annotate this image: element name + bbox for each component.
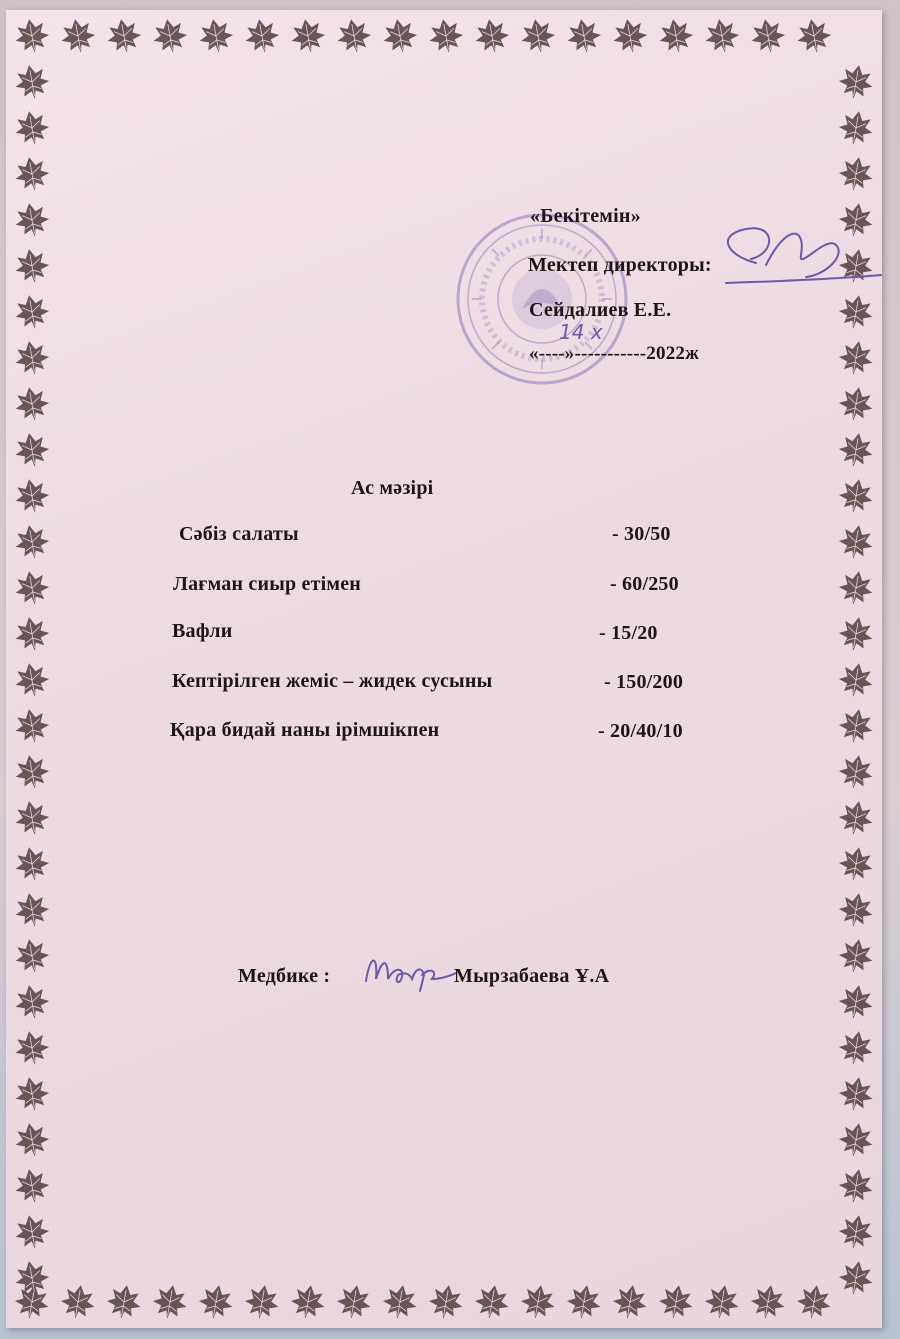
leaf-ornament xyxy=(836,844,875,883)
leaf-ornament xyxy=(196,1282,235,1321)
leaf-ornament xyxy=(12,706,51,745)
leaf-ornament xyxy=(836,476,875,515)
leaf-ornament xyxy=(836,614,875,653)
leaf-ornament xyxy=(836,108,875,147)
leaf-ornament xyxy=(836,1074,875,1113)
document-sheet xyxy=(6,10,882,1328)
leaf-ornament xyxy=(12,982,51,1021)
leaf-ornament xyxy=(104,1282,143,1321)
leaf-ornament xyxy=(836,292,875,331)
leaf-ornament xyxy=(836,154,875,193)
leaf-ornament xyxy=(836,568,875,607)
nurse-signature xyxy=(358,945,458,995)
leaf-ornament xyxy=(836,1120,875,1159)
director-name: Сейдалиев Е.Е. xyxy=(529,299,672,321)
leaf-ornament xyxy=(518,16,557,55)
menu-item-name: Кептірілген жеміс – жидек сусыны xyxy=(172,670,493,692)
leaf-ornament xyxy=(836,1166,875,1205)
leaf-ornament xyxy=(836,62,875,101)
leaf-ornament xyxy=(150,16,189,55)
leaf-ornament xyxy=(836,982,875,1021)
leaf-ornament xyxy=(836,752,875,791)
leaf-ornament xyxy=(12,660,51,699)
menu-item-name: Сәбіз салаты xyxy=(179,523,299,545)
leaf-ornament xyxy=(836,890,875,929)
leaf-ornament xyxy=(610,16,649,55)
leaf-ornament xyxy=(12,246,51,285)
leaf-ornament xyxy=(242,16,281,55)
leaf-ornament xyxy=(150,1282,189,1321)
menu-item-name: Қара бидай наны ірімшікпен xyxy=(170,719,440,741)
leaf-ornament xyxy=(12,16,51,55)
leaf-ornament xyxy=(196,16,235,55)
leaf-ornament xyxy=(518,1282,557,1321)
leaf-ornament xyxy=(12,292,51,331)
leaf-ornament xyxy=(12,1120,51,1159)
leaf-ornament xyxy=(564,16,603,55)
leaf-ornament xyxy=(472,16,511,55)
menu-item-portion: - 30/50 xyxy=(612,523,671,545)
leaf-ornament xyxy=(836,1258,875,1297)
leaf-ornament xyxy=(334,1282,373,1321)
leaf-ornament xyxy=(58,16,97,55)
leaf-ornament xyxy=(836,522,875,561)
leaf-ornament xyxy=(12,1282,51,1321)
leaf-ornament xyxy=(836,384,875,423)
leaf-ornament xyxy=(472,1282,511,1321)
leaf-ornament xyxy=(380,16,419,55)
leaf-ornament xyxy=(836,660,875,699)
menu-item-portion: - 150/200 xyxy=(604,671,684,693)
leaf-ornament xyxy=(58,1282,97,1321)
leaf-ornament xyxy=(12,62,51,101)
approval-date-line: «----»-----------2022ж xyxy=(529,343,700,364)
leaf-ornament xyxy=(656,16,695,55)
menu-item-portion: - 15/20 xyxy=(599,622,658,644)
leaf-ornament xyxy=(12,1212,51,1251)
leaf-ornament xyxy=(104,16,143,55)
handwritten-date: 14 х xyxy=(559,320,603,344)
menu-title: Ас мәзірі xyxy=(351,477,434,499)
leaf-ornament xyxy=(702,1282,741,1321)
leaf-ornament xyxy=(426,1282,465,1321)
leaf-ornament xyxy=(12,752,51,791)
leaf-ornament xyxy=(426,16,465,55)
leaf-ornament xyxy=(12,154,51,193)
leaf-ornament xyxy=(656,1282,695,1321)
leaf-ornament xyxy=(12,522,51,561)
menu-item-portion: - 20/40/10 xyxy=(598,720,683,742)
leaf-ornament xyxy=(836,430,875,469)
leaf-ornament xyxy=(242,1282,281,1321)
leaf-ornament xyxy=(836,1028,875,1067)
approval-label: «Бекітемін» xyxy=(530,205,641,227)
leaf-ornament xyxy=(12,568,51,607)
menu-item-name: Вафли xyxy=(172,620,233,642)
leaf-ornament xyxy=(836,1212,875,1251)
director-signature xyxy=(706,215,886,295)
leaf-ornament xyxy=(12,108,51,147)
menu-item-portion: - 60/250 xyxy=(610,573,679,595)
leaf-ornament xyxy=(836,798,875,837)
leaf-ornament xyxy=(12,200,51,239)
leaf-ornament xyxy=(12,430,51,469)
leaf-ornament xyxy=(794,1282,833,1321)
leaf-ornament xyxy=(288,16,327,55)
leaf-ornament xyxy=(610,1282,649,1321)
leaf-ornament xyxy=(564,1282,603,1321)
nurse-name: Мырзабаева Ұ.А xyxy=(454,965,610,987)
leaf-ornament xyxy=(12,798,51,837)
leaf-ornament xyxy=(12,476,51,515)
leaf-ornament xyxy=(334,16,373,55)
leaf-ornament xyxy=(702,16,741,55)
leaf-ornament xyxy=(836,936,875,975)
leaf-ornament xyxy=(12,614,51,653)
nurse-label: Медбике : xyxy=(238,965,331,987)
leaf-ornament xyxy=(12,1166,51,1205)
leaf-ornament xyxy=(288,1282,327,1321)
leaf-ornament xyxy=(12,384,51,423)
leaf-ornament xyxy=(12,1074,51,1113)
leaf-ornament xyxy=(12,338,51,377)
leaf-ornament xyxy=(12,1028,51,1067)
leaf-ornament xyxy=(748,1282,787,1321)
leaf-ornament xyxy=(12,890,51,929)
leaf-ornament xyxy=(12,936,51,975)
director-title: Мектеп директоры: xyxy=(528,254,712,276)
leaf-ornament xyxy=(794,16,833,55)
leaf-ornament xyxy=(380,1282,419,1321)
menu-item-name: Лағман сиыр етімен xyxy=(173,573,362,595)
leaf-ornament xyxy=(836,706,875,745)
leaf-ornament xyxy=(748,16,787,55)
leaf-ornament xyxy=(836,338,875,377)
leaf-border-ornament xyxy=(6,10,882,1328)
leaf-ornament xyxy=(12,844,51,883)
